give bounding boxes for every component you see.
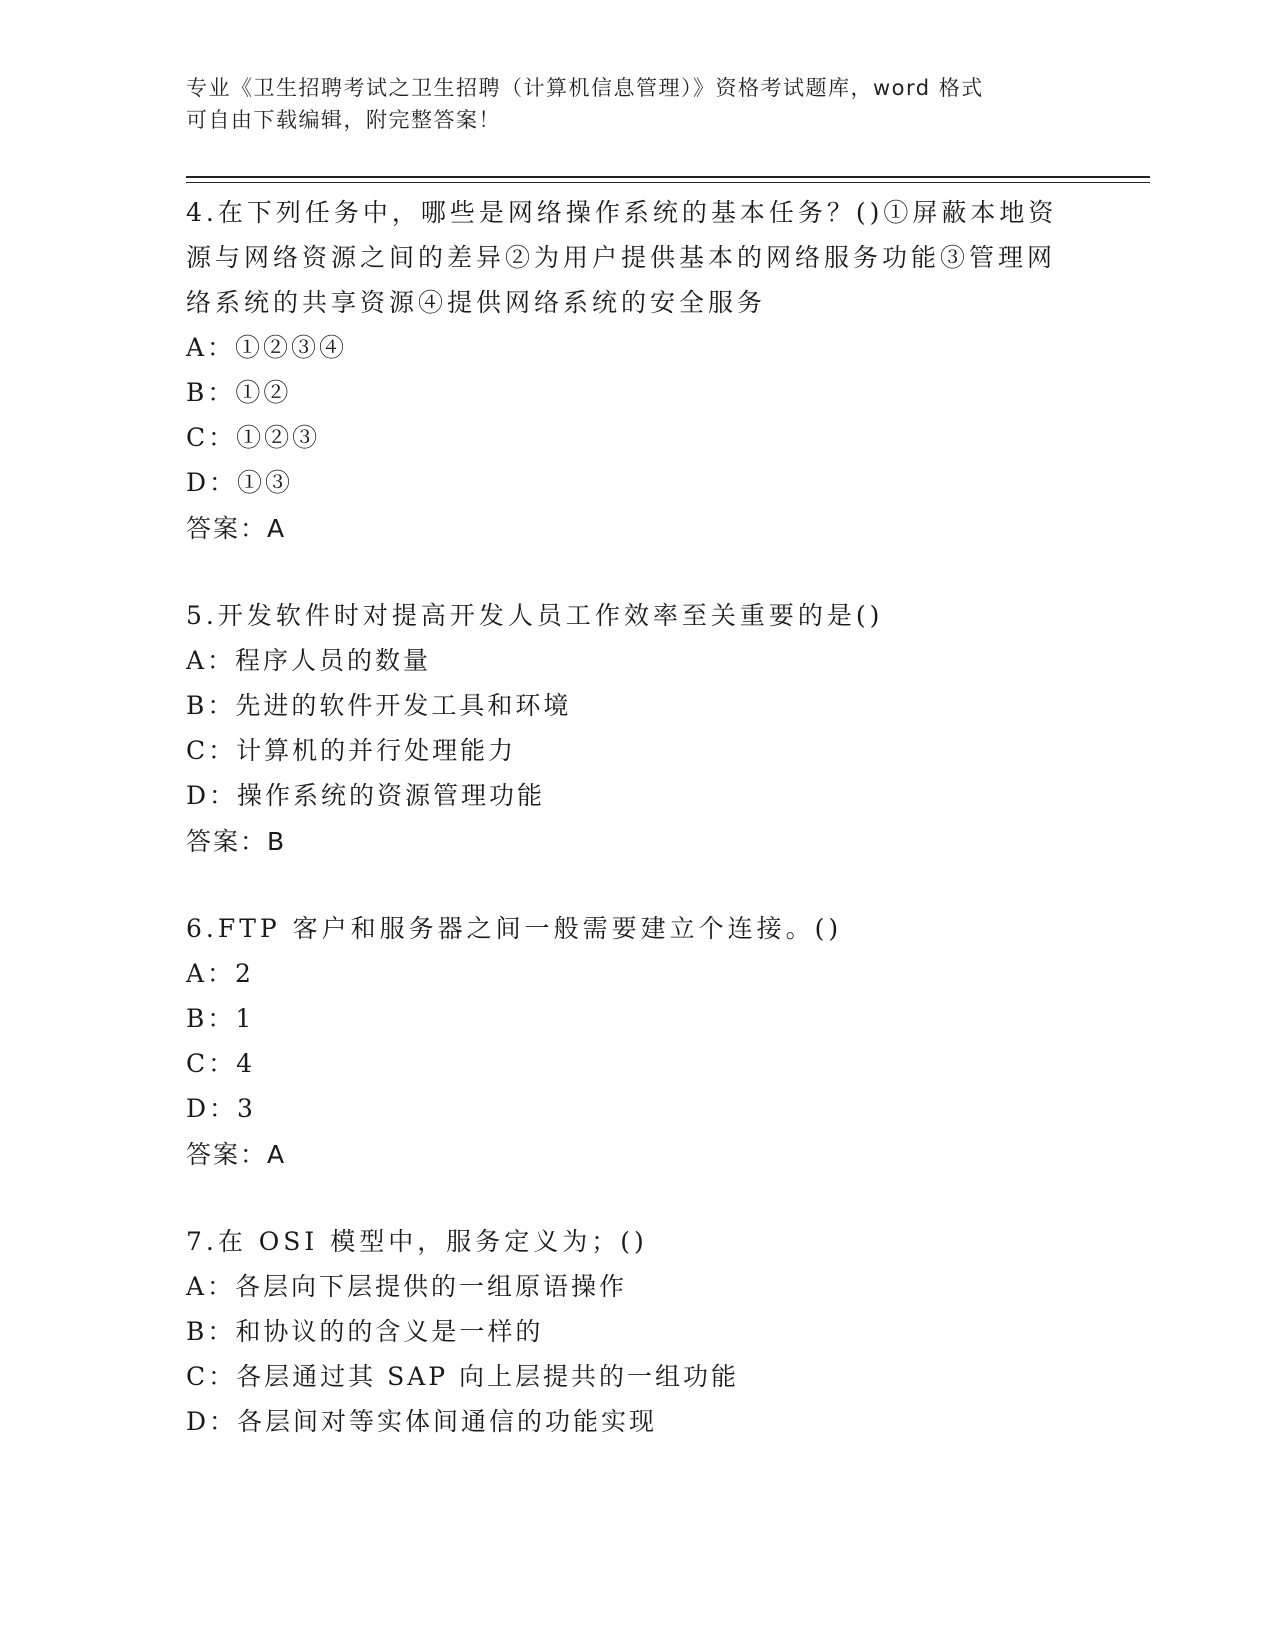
header-divider-thin — [186, 182, 1150, 183]
option-c: C：4 — [186, 1049, 256, 1078]
option-b: B：和协议的的含义是一样的 — [186, 1317, 544, 1346]
option-a: A：各层向下层提供的一组原语操作 — [186, 1272, 628, 1301]
answer-line: 答案：A — [186, 1140, 287, 1169]
header-line-1: 专业《卫生招聘考试之卫生招聘（计算机信息管理）》资格考试题库，word 格式 — [186, 76, 984, 100]
option-b: B：①② — [186, 378, 292, 407]
question-text: 4.在下列任务中，哪些是网络操作系统的基本任务？()①屏蔽本地资 — [186, 198, 1058, 227]
option-c: C：各层通过其 SAP 向上层提共的一组功能 — [186, 1362, 740, 1391]
option-a: A：2 — [186, 959, 254, 988]
question-text: 7.在 OSI 模型中，服务定义为；() — [186, 1227, 648, 1256]
answer-line: 答案：B — [186, 827, 287, 856]
header-divider-thick — [186, 176, 1150, 178]
question-7 — [186, 1219, 1066, 1444]
answer-line: 答案：A — [186, 514, 287, 543]
option-b: B：1 — [186, 1004, 255, 1033]
question-text: 5.开发软件时对提高开发人员工作效率至关重要的是() — [186, 601, 884, 630]
header-line-2: 可自由下载编辑，附完整答案！ — [186, 108, 501, 132]
option-d: D：操作系统的资源管理功能 — [186, 781, 546, 810]
question-text: 源与网络资源之间的差异②为用户提供基本的网络服务功能③管理网 — [186, 243, 1057, 272]
question-list — [186, 190, 1066, 1486]
option-c: C：计算机的并行处理能力 — [186, 736, 517, 765]
question-6 — [186, 906, 1066, 1177]
question-text: 络系统的共享资源④提供网络系统的安全服务 — [186, 288, 767, 317]
question-4 — [186, 190, 1066, 551]
option-b: B：先进的软件开发工具和环境 — [186, 691, 572, 720]
document-header — [186, 72, 1066, 136]
option-d: D：各层间对等实体间通信的功能实现 — [186, 1407, 658, 1436]
question-text: 6.FTP 客户和服务器之间一般需要建立个连接。() — [186, 914, 843, 943]
option-a: A：①②③④ — [186, 333, 348, 362]
option-a: A：程序人员的数量 — [186, 646, 432, 675]
option-d: D：①③ — [186, 468, 294, 497]
option-d: D：3 — [186, 1094, 256, 1123]
question-5 — [186, 593, 1066, 864]
option-c: C：①②③ — [186, 423, 321, 452]
